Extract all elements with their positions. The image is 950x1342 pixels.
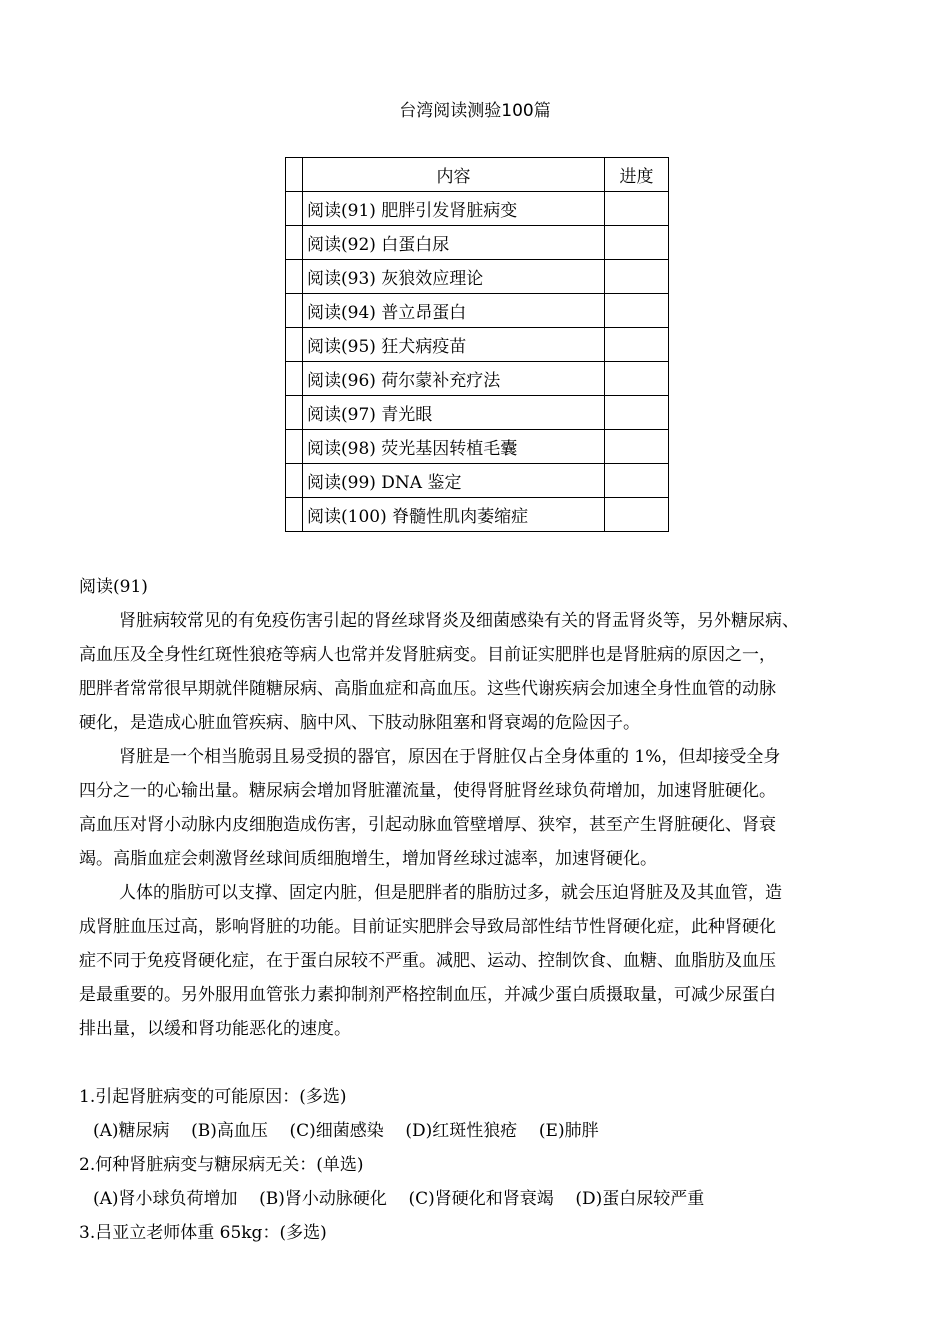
reading-heading: 阅读(91)	[79, 577, 148, 597]
table-row	[286, 498, 669, 532]
table-cell-title: 阅读(97) 青光眼	[303, 396, 605, 430]
reading-section	[79, 570, 879, 1250]
text-line: 人体的脂肪可以支撑、固定内脏，但是肥胖者的脂肪过多，就会压迫肾脏及及其血管，造	[119, 883, 782, 903]
text-line: 四分之一的心输出量。糖尿病会增加肾脏灌流量，使得肾脏肾丝球负荷增加，加速肾脏硬化。	[79, 781, 776, 801]
text-line: 肥胖者常常很早期就伴随糖尿病、高脂血症和高血压。这些代谢疾病会加速全身性血管的动脉	[79, 679, 776, 699]
text-line: 硬化，是造成心脏血管疾病、脑中风、下肢动脉阻塞和肾衰竭的危险因子。	[79, 713, 640, 733]
text-line: 症不同于免疫肾硬化症，在于蛋白尿较不严重。减肥、运动、控制饮食、血糖、血脂肪及血压	[79, 951, 776, 971]
table-cell-blank	[286, 158, 303, 192]
header-content: 内容	[303, 158, 605, 192]
table-cell-title: 阅读(93) 灰狼效应理论	[303, 260, 605, 294]
table-cell-title: 阅读(91) 肥胖引发肾脏病变	[303, 192, 605, 226]
table-row	[286, 192, 669, 226]
table-row	[286, 294, 669, 328]
question-1: 1.引起肾脏病变的可能原因：(多选)	[79, 1087, 347, 1107]
header-progress: 进度	[605, 158, 669, 192]
text-line: 排出量，以缓和肾功能恶化的速度。	[79, 1019, 351, 1039]
table-row	[286, 226, 669, 260]
question-3: 3.吕亚立老师体重 65kg：(多选)	[79, 1223, 327, 1243]
table-cell-title: 阅读(99) DNA 鉴定	[303, 464, 605, 498]
table-cell-title: 阅读(94) 普立昂蛋白	[303, 294, 605, 328]
text-line: 是最重要的。另外服用血管张力素抑制剂严格控制血压，并减少蛋白质摄取量，可减少尿蛋白	[79, 985, 776, 1005]
table-cell-progress	[605, 430, 669, 464]
table-cell-title: 阅读(92) 白蛋白尿	[303, 226, 605, 260]
table-row	[286, 430, 669, 464]
blank-line	[79, 1046, 879, 1080]
table-cell-title: 阅读(96) 荷尔蒙补充疗法	[303, 362, 605, 396]
table-cell-progress	[605, 260, 669, 294]
table-cell-progress	[605, 396, 669, 430]
table-cell-title: 阅读(98) 荧光基因转植毛囊	[303, 430, 605, 464]
table-cell-progress	[605, 328, 669, 362]
table-row	[286, 464, 669, 498]
table-row	[286, 396, 669, 430]
table-cell-title: 阅读(95) 狂犬病疫苗	[303, 328, 605, 362]
table-cell-title: 阅读(100) 脊髓性肌肉萎缩症	[303, 498, 605, 532]
table-row	[286, 362, 669, 396]
table-cell-progress	[605, 464, 669, 498]
table-cell-progress	[605, 192, 669, 226]
text-line: 高血压及全身性红斑性狼疮等病人也常并发肾脏病变。目前证实肥胖也是肾脏病的原因之一，	[79, 645, 776, 665]
text-line: 竭。高脂血症会刺激肾丝球间质细胞增生，增加肾丝球过滤率，加速肾硬化。	[79, 849, 657, 869]
question-1-options: (A)糖尿病 (B)高血压 (C)细菌感染 (D)红斑性狼疮 (E)肺胖	[93, 1121, 599, 1141]
table-cell-progress	[605, 362, 669, 396]
text-line: 肾脏病较常见的有免疫伤害引起的肾丝球肾炎及细菌感染有关的肾盂肾炎等，另外糖尿病、	[119, 611, 799, 631]
text-line: 成肾脏血压过高，影响肾脏的功能。目前证实肥胖会导致局部性结节性肾硬化症，此种肾硬化	[79, 917, 776, 937]
text-line: 肾脏是一个相当脆弱且易受损的器官，原因在于肾脏仅占全身体重的 1%，但却接受全身	[119, 747, 781, 767]
table-header-row	[286, 158, 669, 192]
text-line: 高血压对肾小动脉内皮细胞造成伤害，引起动脉血管壁增厚、狭窄，甚至产生肾脏硬化、肾衰	[79, 815, 776, 835]
table-cell-progress	[605, 294, 669, 328]
question-2-options: (A)肾小球负荷增加 (B)肾小动脉硬化 (C)肾硬化和肾衰竭 (D)蛋白尿较严重	[93, 1189, 705, 1209]
table-row	[286, 260, 669, 294]
table-cell-progress	[605, 498, 669, 532]
document-title: 台湾阅读测验100篇	[399, 101, 551, 121]
contents-table	[285, 157, 669, 532]
question-2: 2.何种肾脏病变与糖尿病无关：(单选)	[79, 1155, 364, 1175]
table-row	[286, 328, 669, 362]
table-cell-progress	[605, 226, 669, 260]
